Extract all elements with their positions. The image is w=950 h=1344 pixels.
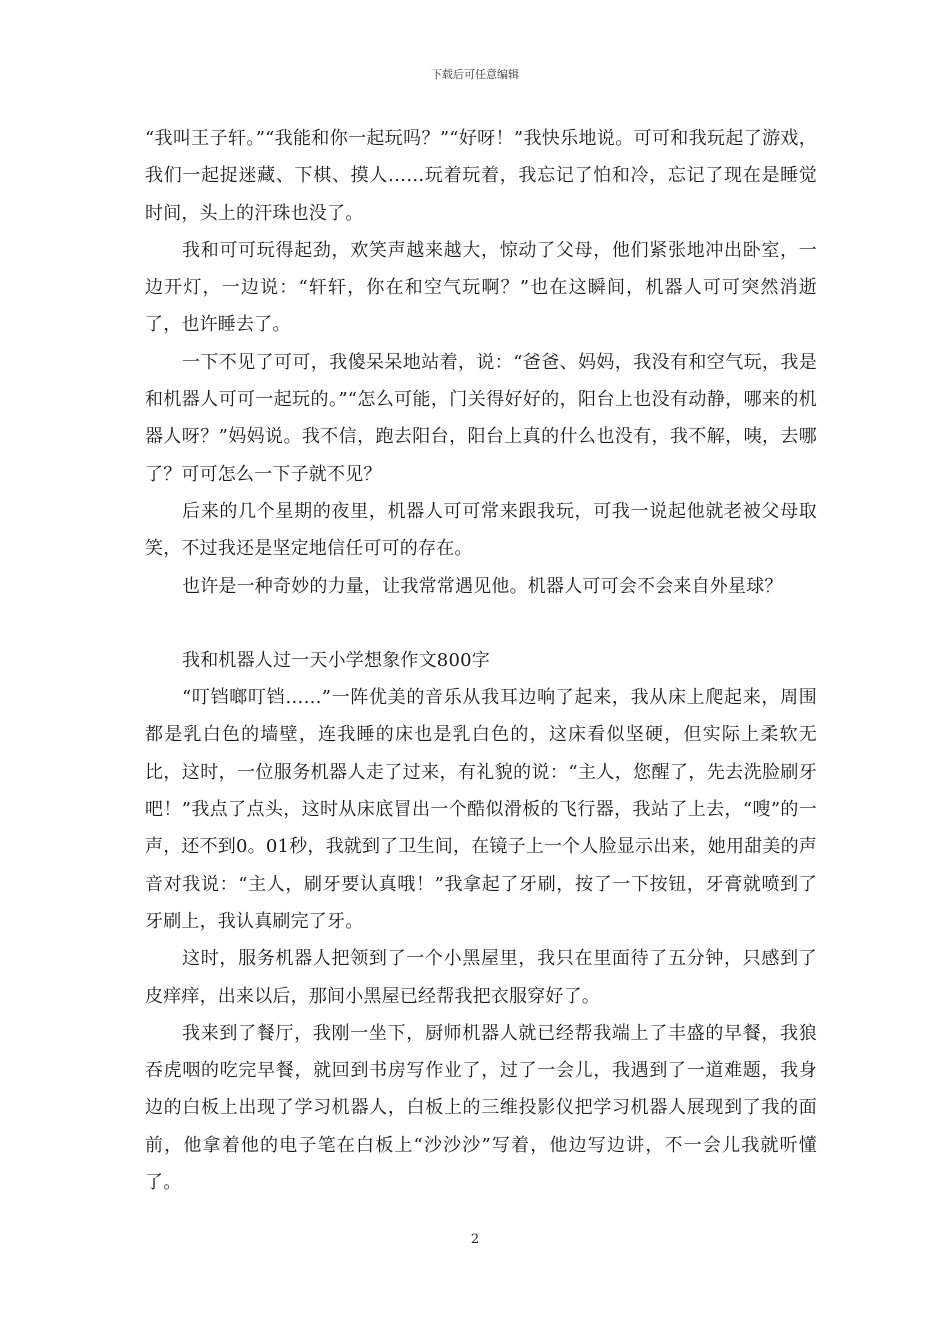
paragraph: 我和可可玩得起劲，欢笑声越来越大，惊动了父母，他们紧张地冲出卧室，一边开灯，一边说：“轩轩，你在和空气玩啊？”也在这瞬间，机器人可可突然消逝了，也许睡去了。: [145, 239, 817, 336]
paragraph: 我来到了餐厅，我刚一坐下，厨师机器人就已经帮我端上了丰盛的早餐，我狼吞虎咽的吃完早餐，就回到书房写作业了，过了一会儿，我遇到了一道难题，我身边的白板上出现了学习机器人，白板上的三维投影仪把学习机器人展现到了我的面前，他拿着他的电子笔在白板上“沙沙沙”写着，他边写边讲，不一会儿我就听懂了。: [145, 1022, 817, 1194]
paragraph: “叮铛啷叮铛……”一阵优美的音乐从我耳边响了起来，我从床上爬起来，周围都是乳白色的墙壁，连我睡的床也是乳白色的，这床看似坚硬，但实际上柔软无比，这时，一位服务机器人走了过来，有礼貌的说：“主人，您醒了，先去洗脸刷牙吧！”我点了点头，这时从床底冒出一个酷似滑板的飞行器，我站了上去，“嗖”的一声，还不到0。01秒，我就到了卫生间，在镜子上一个人脸显示出来，她用甜美的声音对我说：“主人，刷牙要认真哦！”我拿起了牙刷，按了一下按钮，牙膏就喷到了牙刷上，我认真刷完了牙。: [145, 687, 817, 932]
paragraph: “我叫王子轩。”“我能和你一起玩吗？”“好呀！”我快乐地说。可可和我玩起了游戏，我们一起捉迷藏、下棋、摸人……玩着玩着，我忘记了怕和冷，忘记了现在是睡觉时间，头上的汗珠也没了。: [145, 128, 817, 224]
paragraph: 这时，服务机器人把领到了一个小黑屋里，我只在里面待了五分钟，只感到了皮痒痒，出来以后，那间小黑屋已经帮我把衣服穿好了。: [145, 948, 817, 1007]
document-body: [145, 120, 817, 1201]
paragraph: 后来的几个星期的夜里，机器人可可常来跟我玩，可我一说起他就老被父母取笑，不过我还是坚定地信任可可的存在。: [145, 500, 817, 560]
paragraph: 一下不见了可可，我傻呆呆地站着，说：“爸爸、妈妈，我没有和空气玩，我是和机器人可可一起玩的。”“怎么可能，门关得好好的，阳台上也没有动静，哪来的机器人呀？”妈妈说。我不信，跑去阳台，阳台上真的什么也没有，我不解，咦，去哪了？可可怎么一下子就不见？: [145, 351, 817, 485]
section-title: 我和机器人过一天小学想象作文800字: [182, 649, 490, 671]
paragraph: 也许是一种奇妙的力量，让我常常遇见他。机器人可可会不会来自外星球？: [182, 575, 783, 597]
page-number: 2: [470, 1232, 480, 1247]
paragraph-gap: [145, 605, 817, 642]
page-header: 下载后可任意编辑: [431, 68, 519, 81]
